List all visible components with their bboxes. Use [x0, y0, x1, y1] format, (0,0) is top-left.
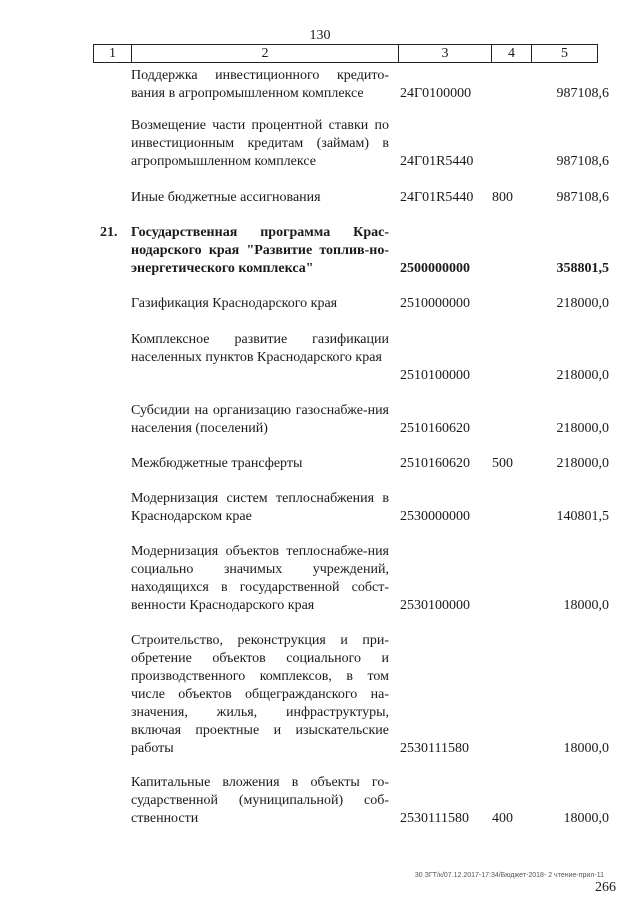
row-code: 2510100000 — [400, 368, 470, 383]
row-name: Межбюджетные трансферты — [131, 456, 303, 471]
row-code: 2530000000 — [400, 509, 470, 524]
row-amount: 218000,0 — [556, 368, 609, 383]
row-name: Газификация Краснодарского края — [131, 296, 338, 311]
row-code: 2530111580 — [400, 811, 469, 826]
row-code: 2510160620 — [400, 421, 470, 436]
row-amount: 218000,0 — [556, 296, 609, 311]
row-code: 2510160620 — [400, 456, 470, 471]
row-name: Комплексное развитие газификации населенных пунктов Краснодарского края — [131, 332, 389, 365]
row-amount: 987108,6 — [556, 154, 609, 169]
row-code: 2530111580 — [400, 741, 469, 756]
row-name: Субсидии на организацию газоснабже-ния населения (поселений) — [131, 403, 389, 436]
row-amount: 18000,0 — [563, 811, 609, 826]
page-number: 130 — [309, 28, 331, 43]
row-code: 2510000000 — [400, 296, 470, 311]
row-name: Иные бюджетные ассигнования — [131, 190, 321, 205]
row-name: Строительство, реконструкция и при-обретение объектов социального и производственного комплексов, в том числе объектов общегражданского на-значения, жилья, инфраструктуры, включая проектные и изыскательские работы — [131, 633, 389, 756]
row-name: Поддержка инвестиционного кредито-вания в агропромышленном комплексе — [131, 68, 389, 101]
row-amount: 987108,6 — [556, 86, 609, 101]
row-amount: 218000,0 — [556, 421, 609, 436]
header-col-3: 3 — [399, 45, 492, 62]
row-number: 21. — [100, 225, 118, 240]
row-name: Модернизация систем теплоснабжения в Краснодарском крае — [131, 491, 389, 524]
header-col-5: 5 — [561, 46, 568, 61]
row-name: Модернизация объектов теплоснабже-ния социально значимых учреждений, находящихся в государственной собст-венности Краснодарского края — [131, 544, 389, 613]
row-amount: 18000,0 — [563, 598, 609, 613]
header-col-4: 4 — [492, 45, 532, 62]
row-type: 500 — [492, 456, 513, 471]
row-amount: 140801,5 — [556, 509, 609, 524]
row-code: 24Г01R5440 — [400, 154, 474, 169]
row-amount: 218000,0 — [556, 456, 609, 471]
row-code: 2530100000 — [400, 598, 470, 613]
row-amount: 987108,6 — [556, 190, 609, 205]
header-col-2: 2 — [132, 45, 399, 62]
row-amount: 358801,5 — [556, 261, 609, 276]
footer-file-reference: 30 ЗГТ/к/07.12.2017-17:34/Бюджет-2018- 2 чтение-прил-11 — [414, 872, 604, 879]
row-code: 24Г01R5440 — [400, 190, 474, 205]
row-name: Государственная программа Крас-нодарского края "Развитие топлив-но-энергетического комплекса" — [131, 225, 389, 276]
row-code: 2500000000 — [400, 261, 470, 276]
header-col-1: 1 — [94, 45, 132, 62]
row-name: Капитальные вложения в объекты го-сударственной (муниципальной) соб-ственности — [131, 775, 389, 826]
footer-page-number: 266 — [595, 880, 616, 895]
row-name: Возмещение части процентной ставки по инвестиционным кредитам (займам) в агропромышленном комплексе — [131, 118, 389, 169]
row-type: 800 — [492, 190, 513, 205]
row-code: 24Г0100000 — [400, 86, 472, 101]
row-type: 400 — [492, 811, 513, 826]
row-amount: 18000,0 — [563, 741, 609, 756]
